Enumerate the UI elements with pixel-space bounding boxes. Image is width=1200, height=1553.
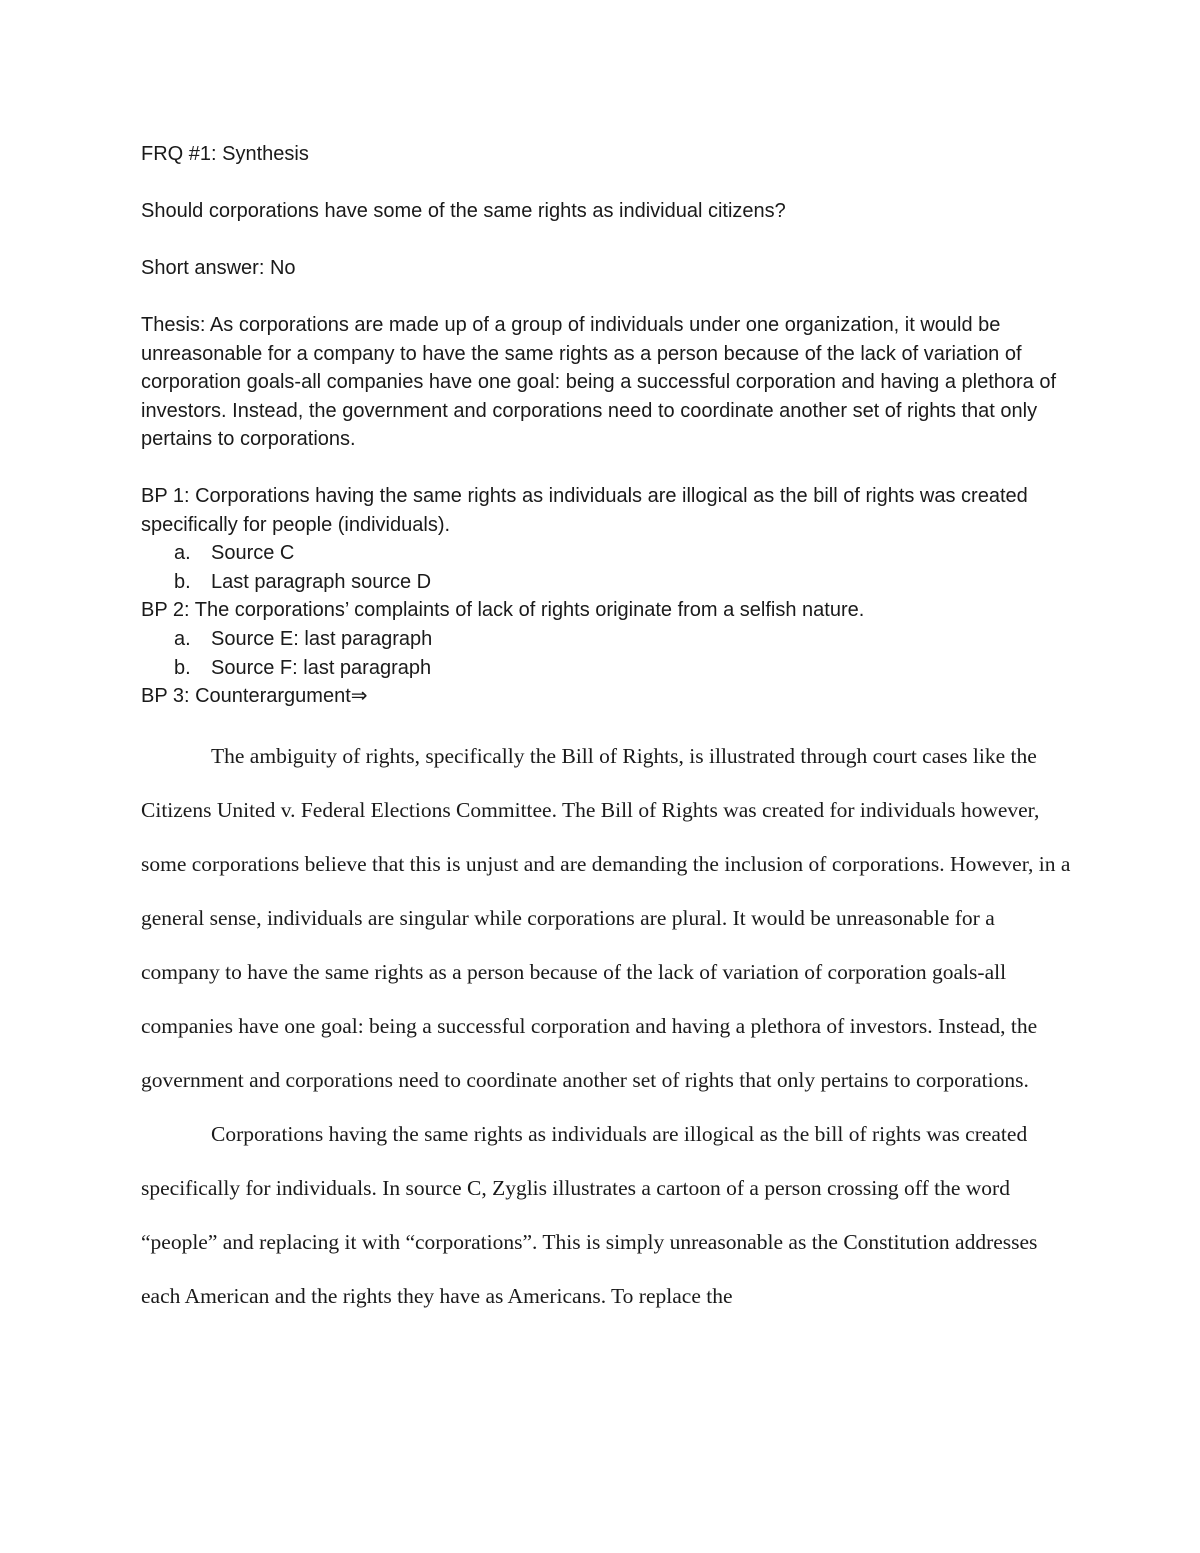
list-item xyxy=(141,568,1071,597)
body-point-2-heading: BP 2: The corporations’ complaints of lack of rights originate from a selfish nature. xyxy=(141,599,865,621)
list-marker: a. xyxy=(174,542,191,564)
essay-paragraph-2: Corporations having the same rights as individuals are illogical as the bill of rights was created specifically for individuals. In source C, Zyglis illustrates a cartoon of a person crossing off the word “people” and replacing it with “corporations”. This is simply unreasonable as the Constitution addresses each American and the rights they have as Americans. To replace the xyxy=(141,1122,1038,1308)
list-item xyxy=(141,654,1071,683)
list-marker: b. xyxy=(174,570,191,593)
essay-paragraph-1: The ambiguity of rights, specifically the Bill of Rights, is illustrated through court cases like the Citizens United v. Federal Elections Committee. The Bill of Rights was created for individuals however, some corporations believe that this is unjust and are demanding the inclusion of corporations. However, in a general sense, individuals are singular while corporations are plural. It would be unreasonable for a company to have the same rights as a person because of the lack of variation of corporation goals-all companies have one goal: being a successful corporation and having a plethora of investors. Instead, the government and corporations need to coordinate another set of rights that only pertains to corporations. xyxy=(141,744,1071,1092)
short-answer: Short answer: No xyxy=(141,257,296,279)
essay-body xyxy=(141,729,1071,1323)
list-item-text: Last paragraph source D xyxy=(211,570,432,593)
body-point-3-heading: BP 3: Counterargument⇒ xyxy=(141,685,368,707)
list-item-text: Source E: last paragraph xyxy=(211,628,433,650)
list-item xyxy=(141,539,1071,568)
prompt-question: Should corporations have some of the same rights as individual citizens? xyxy=(141,200,786,222)
list-item xyxy=(141,625,1071,654)
list-item-text: Source F: last paragraph xyxy=(211,656,432,679)
body-point-1-heading: BP 1: Corporations having the same rights as individuals are illogical as the bill of rights was created specifically for people (individuals). xyxy=(141,485,1028,536)
body-point-2-list xyxy=(141,625,1071,682)
document-title: FRQ #1: Synthesis xyxy=(141,143,309,165)
thesis-statement: Thesis: As corporations are made up of a group of individuals under one organization, it would be unreasonable for a company to have the same rights as a person because of the lack of variation of corporation goals-all companies have one goal: being a successful corporation and having a plethora of investors. Instead, the government and corporations need to coordinate another set of rights that only pertains to corporations. xyxy=(141,314,1057,450)
list-item-text: Source C xyxy=(211,542,295,564)
list-marker: a. xyxy=(174,628,191,650)
list-marker: b. xyxy=(174,656,191,679)
body-point-1-list xyxy=(141,539,1071,596)
